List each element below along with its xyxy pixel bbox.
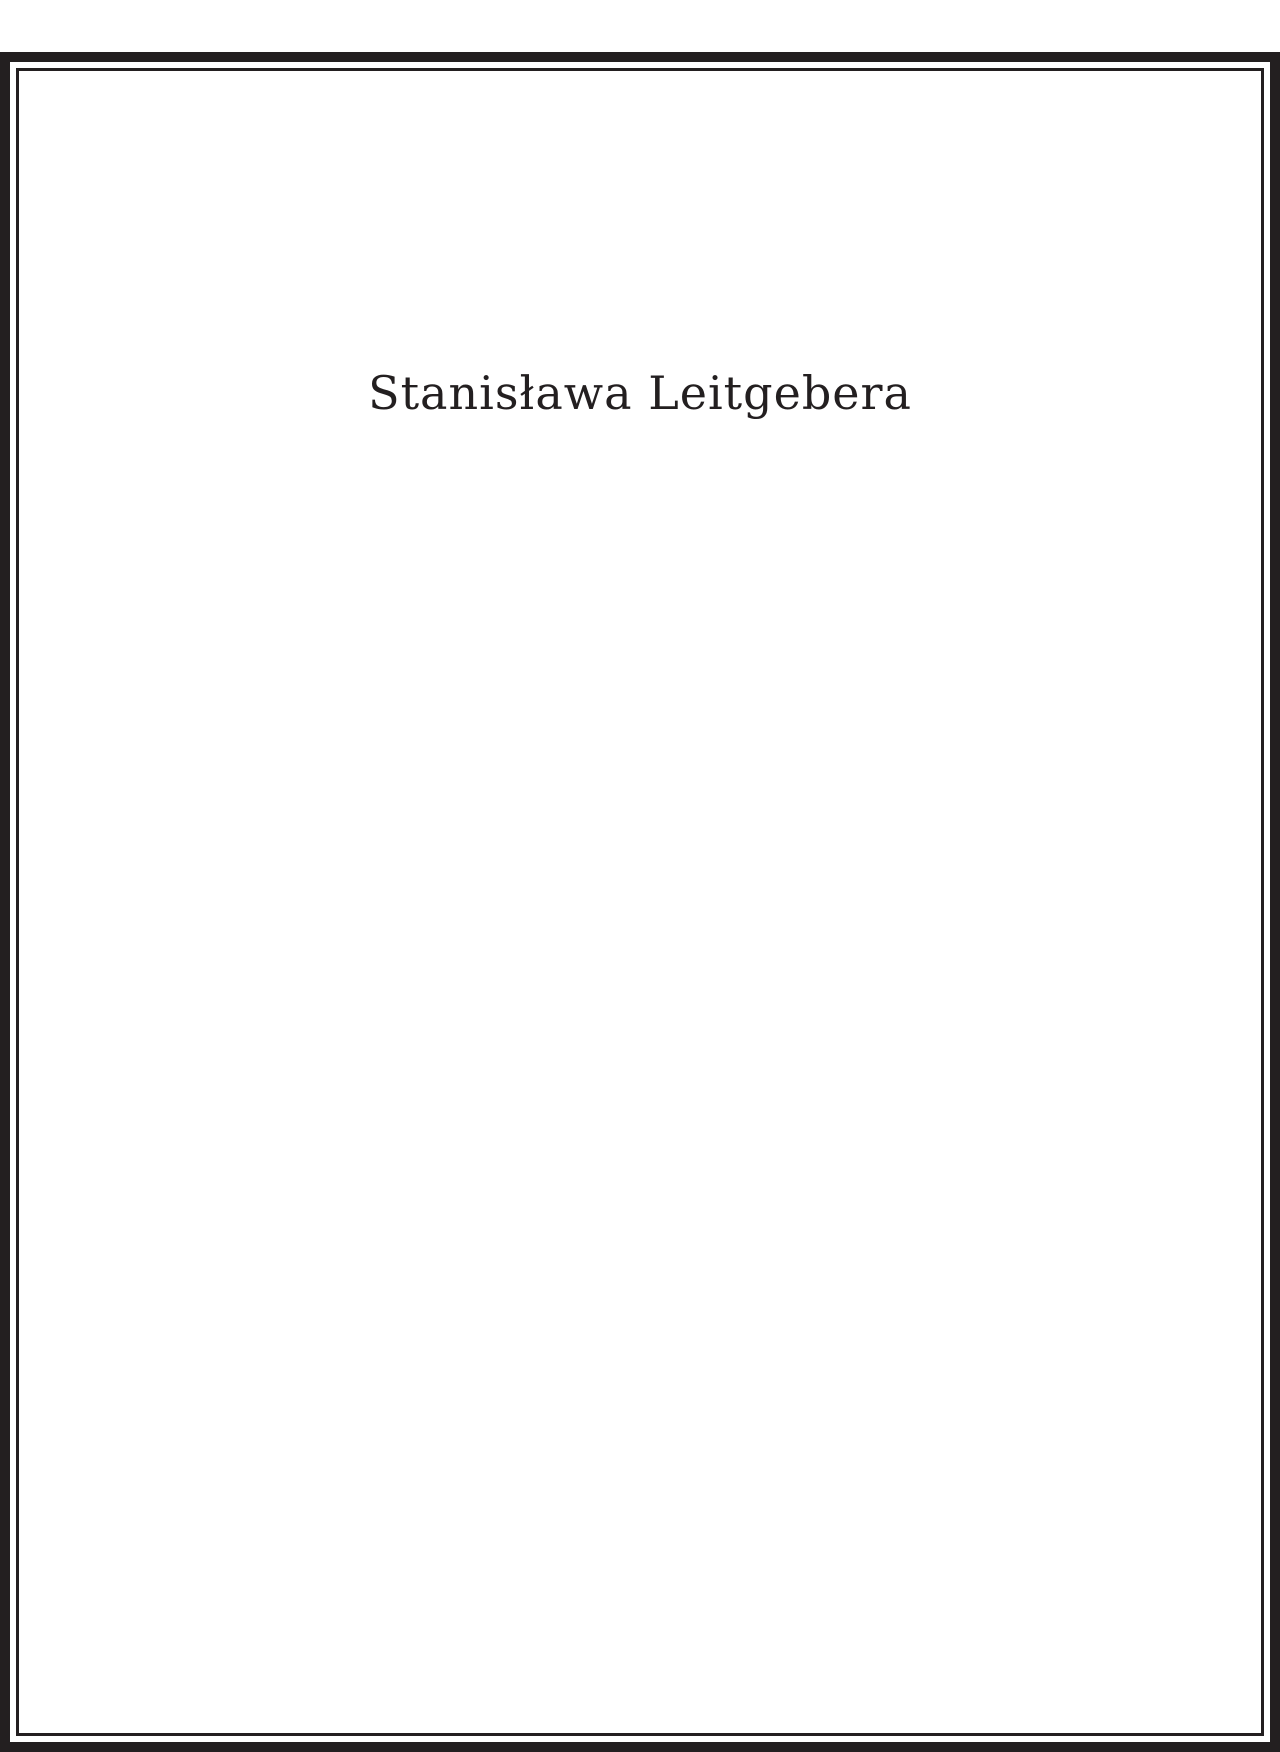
intro-text	[19, 95, 1261, 145]
signatory-line	[19, 1443, 1261, 1493]
title-line	[19, 727, 1261, 777]
title-line	[19, 507, 1261, 557]
deceased-name: Stanisława Leitgebera	[368, 366, 912, 420]
signatory-line	[19, 1636, 1261, 1686]
title-line	[19, 587, 1261, 637]
signatory-line	[19, 1563, 1261, 1613]
title-line	[19, 789, 1261, 839]
title-line	[19, 945, 1261, 995]
signatory-line	[19, 1371, 1261, 1421]
signatory-line	[19, 1251, 1261, 1301]
condolence-text	[19, 1149, 1261, 1199]
stp-abbreviation	[19, 241, 1261, 295]
signatory-line	[19, 1311, 1261, 1361]
title-line	[19, 649, 1261, 699]
condolence-heading	[19, 1071, 1261, 1143]
title-line	[19, 867, 1261, 917]
obituary-notice	[19, 71, 1261, 1733]
signatory-line	[19, 1503, 1261, 1553]
